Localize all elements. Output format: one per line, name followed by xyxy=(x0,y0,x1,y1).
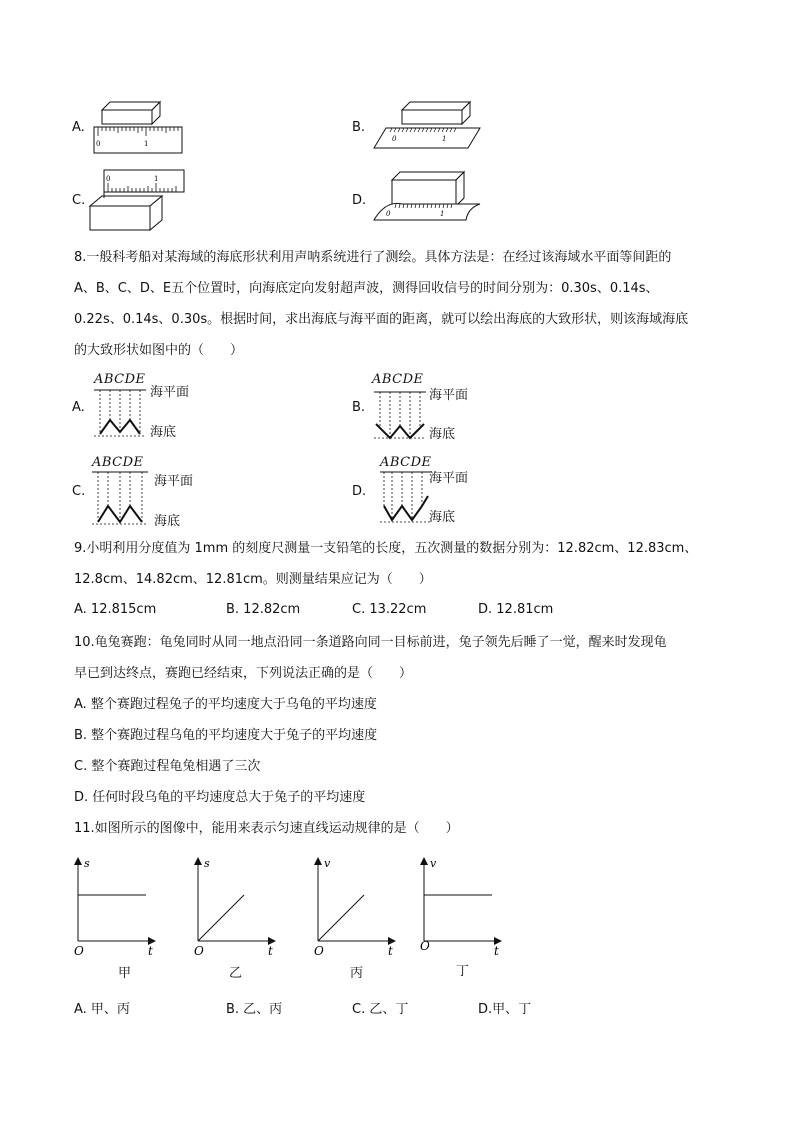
q8-d-points: ABCDE xyxy=(380,455,432,470)
q7-option-d-label: D. xyxy=(352,193,367,208)
q7-c-tick-0: 0 xyxy=(106,175,111,183)
q8-stem-line-1: 8.一般科考船对某海域的海底形状利用声呐系统进行了测绘。具体方法是：在经过该海域水平面等间距的 xyxy=(74,250,672,265)
q8-c-sea-level: 海平面 xyxy=(154,474,194,489)
q11-bing-origin: O xyxy=(314,944,324,958)
q8-option-d-label: D. xyxy=(352,484,367,499)
q11-caption-yi: 乙 xyxy=(229,966,243,981)
q7-a-tick-0: 0 xyxy=(96,140,101,148)
q8-c-sea-floor: 海底 xyxy=(154,514,181,529)
q11-yi-x-axis: t xyxy=(268,944,273,958)
q11-graph-ding xyxy=(418,855,508,958)
q9-stem-line-1: 9.小明利用分度值为 1mm 的刻度尺测量一支铅笔的长度，五次测量的数据分别为：12.82cm、12.83cm、 xyxy=(74,541,698,556)
q10-stem-line-2: 早已到达终点，赛跑已经结束，下列说法正确的是（ ） xyxy=(74,666,413,681)
q7-option-b-label: B. xyxy=(352,120,366,135)
q7-a-tick-1: 1 xyxy=(144,140,149,148)
q8-option-a-label: A. xyxy=(72,400,85,415)
q10-option-d: D. 任何时段乌龟的平均速度总大于兔子的平均速度 xyxy=(74,790,366,805)
q8-b-sea-floor: 海底 xyxy=(429,427,456,442)
q11-stem: 11.如图所示的图像中，能用来表示匀速直线运动规律的是（ ） xyxy=(74,821,459,836)
q11-graph-bing xyxy=(312,855,402,958)
q8-a-sea-level: 海平面 xyxy=(150,385,190,400)
q11-ding-x-axis: t xyxy=(494,944,499,958)
q10-option-c: C. 整个赛跑过程龟兔相遇了三次 xyxy=(74,759,261,774)
q8-a-sea-floor: 海底 xyxy=(150,425,177,440)
q11-ding-origin: O xyxy=(420,939,430,953)
q11-caption-bing: 丙 xyxy=(350,966,364,981)
q8-stem-line-2: A、B、C、D、E五个位置时，向海底定向发射超声波，测得回收信号的时间分别为：0.30s、0.14s、 xyxy=(74,281,659,296)
q11-jia-origin: O xyxy=(74,944,84,958)
q8-option-c-label: C. xyxy=(72,484,86,499)
q8-figure-a xyxy=(92,388,152,440)
q11-graph-yi xyxy=(192,855,282,958)
q9-option-d: D. 12.81cm xyxy=(478,602,554,617)
q8-figure-d xyxy=(378,470,438,526)
q11-graph-jia xyxy=(72,855,162,958)
q7-figure-c xyxy=(88,168,188,234)
q11-bing-x-axis: t xyxy=(388,944,393,958)
q11-ding-y-axis: v xyxy=(430,857,437,870)
q9-option-b: B. 12.82cm xyxy=(226,602,301,617)
q11-caption-ding: 丁 xyxy=(456,964,470,979)
q7-c-tick-1: 1 xyxy=(154,175,159,183)
q8-c-points: ABCDE xyxy=(92,455,144,470)
q7-option-c-label: C. xyxy=(72,193,86,208)
q8-b-sea-level: 海平面 xyxy=(429,388,469,403)
q7-b-tick-0: 0 xyxy=(392,135,397,143)
q8-d-sea-level: 海平面 xyxy=(429,471,469,486)
q9-option-a: A. 12.815cm xyxy=(74,602,157,617)
q11-yi-origin: O xyxy=(194,944,204,958)
q11-option-b: B. 乙、丙 xyxy=(226,1002,283,1017)
q8-a-points: ABCDE xyxy=(94,372,146,387)
q10-stem-line-1: 10.龟兔赛跑：龟兔同时从同一地点沿同一条道路向同一目标前进，兔子领先后睡了一觉，醒来时发现龟 xyxy=(74,635,667,650)
q10-option-a: A. 整个赛跑过程兔子的平均速度大于乌龟的平均速度 xyxy=(74,697,377,712)
q7-d-tick-1: 1 xyxy=(440,210,445,218)
q11-yi-y-axis: s xyxy=(204,857,210,870)
q11-caption-jia: 甲 xyxy=(118,966,132,981)
q8-stem-line-3: 0.22s、0.14s、0.30s。根据时间，求出海底与海平面的距离，就可以绘出海底的大致形状，则该海域海底 xyxy=(74,312,689,327)
q11-option-a: A. 甲、丙 xyxy=(74,1002,130,1017)
q10-option-b: B. 整个赛跑过程乌龟的平均速度大于兔子的平均速度 xyxy=(74,728,378,743)
q11-jia-y-axis: s xyxy=(84,857,90,870)
q9-option-c: C. 13.22cm xyxy=(352,602,427,617)
q8-option-b-label: B. xyxy=(352,400,366,415)
q7-figure-d xyxy=(372,170,484,226)
q11-option-d: D.甲、丁 xyxy=(478,1002,532,1017)
q8-figure-b xyxy=(372,390,432,442)
q11-option-c: C. 乙、丁 xyxy=(352,1002,409,1017)
q8-stem-line-4: 的大致形状如图中的（ ） xyxy=(74,343,244,358)
q11-bing-y-axis: v xyxy=(324,857,331,870)
q7-figure-a xyxy=(92,100,192,158)
q8-figure-c xyxy=(90,470,156,526)
q11-jia-x-axis: t xyxy=(148,944,153,958)
q7-d-tick-0: 0 xyxy=(386,210,391,218)
q7-b-tick-1: 1 xyxy=(442,135,447,143)
q7-option-a-label: A. xyxy=(72,120,85,135)
q8-b-points: ABCDE xyxy=(372,372,424,387)
q7-figure-b xyxy=(372,100,484,152)
q8-d-sea-floor: 海底 xyxy=(429,510,456,525)
q9-stem-line-2: 12.8cm、14.82cm、12.81cm。则测量结果应记为（ ） xyxy=(74,572,432,587)
